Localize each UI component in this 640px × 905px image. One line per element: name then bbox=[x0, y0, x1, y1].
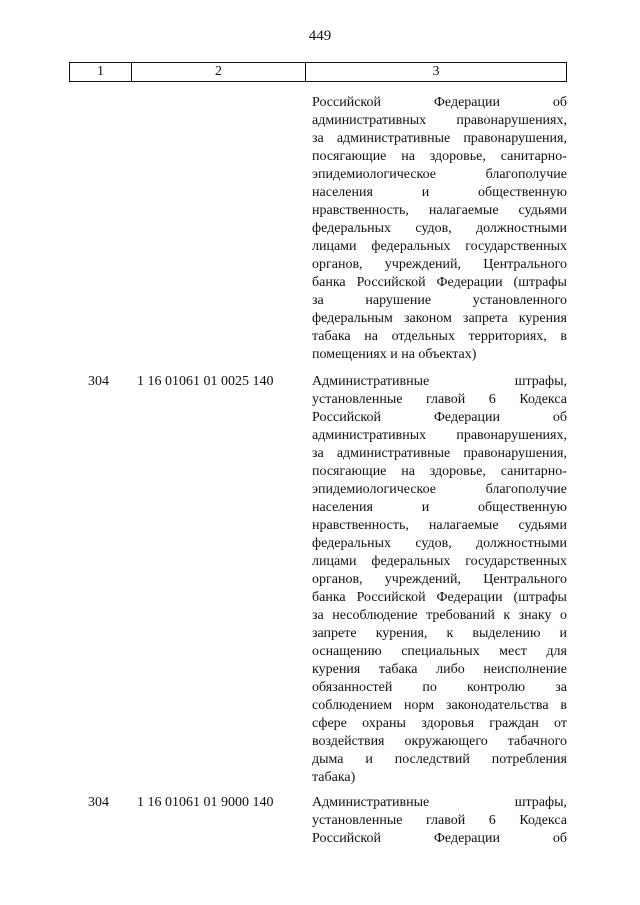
column-header-row bbox=[69, 62, 567, 82]
description-line: посягающие на здоровье, санитарно- bbox=[312, 464, 567, 479]
description-word: Административные bbox=[312, 795, 430, 810]
description-word: эпидемиологическое bbox=[312, 167, 437, 182]
entry-budget-code: 1 16 01061 01 0025 140 bbox=[137, 374, 274, 389]
entry-admin-code: 304 bbox=[88, 795, 109, 810]
description-line: лицами федеральных государственных bbox=[312, 554, 567, 569]
description-word: Российской bbox=[312, 410, 381, 425]
description-line: табака на отдельных территориях, в bbox=[312, 329, 567, 344]
description-word: штрафы, bbox=[514, 795, 567, 810]
description-line bbox=[312, 292, 567, 310]
column-header-2: 2 bbox=[132, 63, 306, 81]
entry-budget-code: 1 16 01061 01 9000 140 bbox=[137, 795, 274, 810]
description-word: нарушение bbox=[365, 293, 432, 308]
entry-description bbox=[312, 373, 567, 787]
description-line: нравственность, налагаемые судьями bbox=[312, 203, 567, 218]
description-word: об bbox=[552, 95, 567, 110]
description-word: эпидемиологическое bbox=[312, 482, 437, 497]
description-word: Российской bbox=[312, 831, 381, 846]
description-word: за bbox=[555, 680, 567, 695]
description-line: банка Российской Федерации (штрафы bbox=[312, 590, 567, 605]
description-line: федеральным законом запрета курения bbox=[312, 311, 567, 326]
description-line: административных правонарушениях, bbox=[312, 428, 567, 443]
description-line: за административные правонарушения, bbox=[312, 131, 567, 146]
description-line bbox=[312, 481, 567, 499]
description-line bbox=[312, 794, 567, 812]
description-word: населения bbox=[312, 185, 373, 200]
column-header-3: 3 bbox=[432, 64, 440, 79]
description-line: органов, учреждений, Центрального bbox=[312, 572, 567, 587]
description-line: лицами федеральных государственных bbox=[312, 239, 567, 254]
description-word: благополучие bbox=[485, 167, 567, 182]
description-line: органов, учреждений, Центрального bbox=[312, 257, 567, 272]
description-word: и bbox=[421, 185, 430, 200]
page-number: 449 bbox=[308, 28, 332, 44]
description-line: посягающие на здоровье, санитарно- bbox=[312, 149, 567, 164]
description-line: установленные главой 6 Кодекса bbox=[312, 392, 567, 407]
description-line: сфере охраны здоровья граждан от bbox=[312, 716, 567, 731]
description-line: курения табака либо неисполнение bbox=[312, 662, 567, 677]
description-word: Российской bbox=[312, 95, 381, 110]
description-line: соблюдением норм законодательства в bbox=[312, 698, 567, 713]
description-line: за административные правонарушения, bbox=[312, 446, 567, 461]
description-word: за bbox=[312, 293, 324, 308]
description-word: контролю bbox=[467, 680, 526, 695]
description-line: за несоблюдение требований к знаку о bbox=[312, 608, 567, 623]
entry-admin-code: 304 bbox=[88, 374, 109, 389]
description-word: Федерации bbox=[433, 831, 500, 846]
description-word: благополучие bbox=[485, 482, 567, 497]
description-word: обязанностей bbox=[312, 680, 393, 695]
description-word: об bbox=[552, 831, 567, 846]
description-word: установленного bbox=[472, 293, 567, 308]
entry-description bbox=[312, 94, 567, 364]
description-word: общественную bbox=[478, 500, 567, 515]
entry-description bbox=[312, 794, 567, 848]
description-word: общественную bbox=[478, 185, 567, 200]
description-line: дыма и последствий потребления bbox=[312, 752, 567, 767]
description-word: штрафы, bbox=[514, 374, 567, 389]
description-line bbox=[312, 94, 567, 112]
description-word: об bbox=[552, 410, 567, 425]
description-line: табака) bbox=[312, 770, 356, 785]
description-word: населения bbox=[312, 500, 373, 515]
description-line: федеральных судов, должностными bbox=[312, 221, 567, 236]
description-line: запрете курения, к выделению и bbox=[312, 626, 567, 641]
description-line bbox=[312, 679, 567, 697]
description-word: Административные bbox=[312, 374, 430, 389]
description-word: по bbox=[422, 680, 437, 695]
description-line bbox=[312, 830, 567, 848]
column-header-1: 1 bbox=[70, 63, 132, 81]
description-line: воздействия окружающего табачного bbox=[312, 734, 567, 749]
description-line bbox=[312, 499, 567, 517]
description-line: оснащению специальных мест для bbox=[312, 644, 567, 659]
description-line bbox=[312, 166, 567, 184]
description-line: помещениях и на объектах) bbox=[312, 347, 477, 362]
description-line: нравственность, налагаемые судьями bbox=[312, 518, 567, 533]
description-line bbox=[312, 409, 567, 427]
description-word: Федерации bbox=[433, 95, 500, 110]
description-line bbox=[312, 373, 567, 391]
description-word: Федерации bbox=[433, 410, 500, 425]
description-line: банка Российской Федерации (штрафы bbox=[312, 275, 567, 290]
description-word: и bbox=[421, 500, 430, 515]
description-line: административных правонарушениях, bbox=[312, 113, 567, 128]
description-line bbox=[312, 184, 567, 202]
description-line: установленные главой 6 Кодекса bbox=[312, 813, 567, 828]
description-line: федеральных судов, должностными bbox=[312, 536, 567, 551]
